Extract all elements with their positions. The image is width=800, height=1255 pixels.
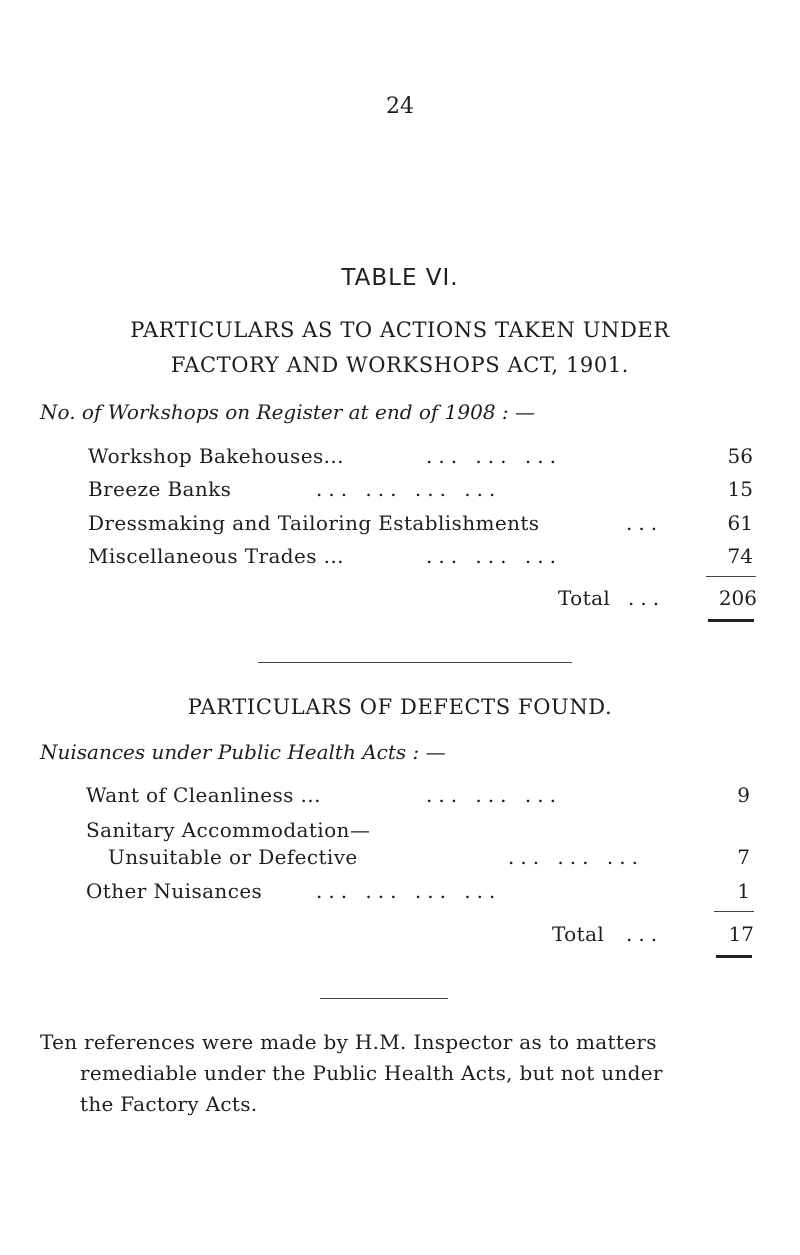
section2-total-label: Total bbox=[552, 922, 605, 946]
table-title: TABLE VI. bbox=[341, 265, 459, 291]
workshop-bakehouses-label: Workshop Bakehouses... bbox=[88, 444, 344, 468]
section1-total-leader: ... bbox=[628, 586, 666, 610]
other-nuisances-value: 1 bbox=[737, 879, 750, 903]
section1-heading-line2: FACTORY AND WORKSHOPS ACT, 1901. bbox=[170, 353, 630, 377]
want-of-cleanliness-value: 9 bbox=[737, 783, 750, 807]
section1-sum-rule bbox=[706, 576, 756, 577]
sanitary-accommodation-label: Sanitary Accommodation— bbox=[86, 818, 371, 842]
workshop-bakehouses-value: 56 bbox=[727, 444, 753, 468]
paragraph-line-2: remediable under the Public Health Acts, but not under bbox=[80, 1061, 663, 1085]
section1-heading-line1: PARTICULARS AS TO ACTIONS TAKEN UNDER bbox=[130, 318, 670, 342]
paragraph-line-3: the Factory Acts. bbox=[80, 1092, 258, 1116]
want-of-cleanliness-leader: ... ... ... bbox=[426, 783, 562, 807]
section1-total-label: Total bbox=[558, 586, 611, 610]
other-nuisances-label: Other Nuisances bbox=[86, 879, 263, 903]
section2-total-double-rule bbox=[716, 955, 752, 958]
breeze-banks-leader: ... ... ... ... bbox=[316, 477, 502, 501]
miscellaneous-trades-label: Miscellaneous Trades ... bbox=[88, 544, 344, 568]
section2-total-leader: ... bbox=[626, 922, 664, 946]
closing-paragraph bbox=[40, 1027, 792, 1120]
section1-total-double-rule bbox=[708, 619, 754, 622]
section1-subheading: No. of Workshops on Register at end of 1908 : — bbox=[40, 400, 536, 424]
page-number: 24 bbox=[386, 94, 414, 119]
want-of-cleanliness-label: Want of Cleanliness ... bbox=[86, 783, 321, 807]
miscellaneous-trades-value: 74 bbox=[727, 544, 753, 568]
workshop-bakehouses-leader: ... ... ... bbox=[426, 444, 562, 468]
breeze-banks-label: Breeze Banks bbox=[88, 477, 232, 501]
miscellaneous-trades-leader: ... ... ... bbox=[426, 544, 562, 568]
dressmaking-label: Dressmaking and Tailoring Establishments bbox=[88, 511, 540, 535]
paragraph-line-1: Ten references were made by H.M. Inspector as to matters bbox=[40, 1030, 657, 1054]
section-divider bbox=[258, 662, 572, 663]
section2-sum-rule bbox=[714, 911, 754, 912]
other-nuisances-leader: ... ... ... ... bbox=[316, 879, 502, 903]
unsuitable-or-defective-label: Unsuitable or Defective bbox=[108, 845, 358, 869]
section2-heading: PARTICULARS OF DEFECTS FOUND. bbox=[187, 695, 613, 719]
section2-total-value: 17 bbox=[728, 922, 754, 946]
breeze-banks-value: 15 bbox=[727, 477, 753, 501]
section2-subheading: Nuisances under Public Health Acts : — bbox=[40, 740, 446, 764]
dressmaking-value: 61 bbox=[727, 511, 753, 535]
unsuitable-or-defective-leader: ... ... ... bbox=[508, 845, 644, 869]
dressmaking-leader: ... bbox=[626, 511, 664, 535]
section1-total-value: 206 bbox=[718, 586, 757, 610]
short-divider bbox=[320, 998, 448, 999]
unsuitable-or-defective-value: 7 bbox=[737, 845, 750, 869]
